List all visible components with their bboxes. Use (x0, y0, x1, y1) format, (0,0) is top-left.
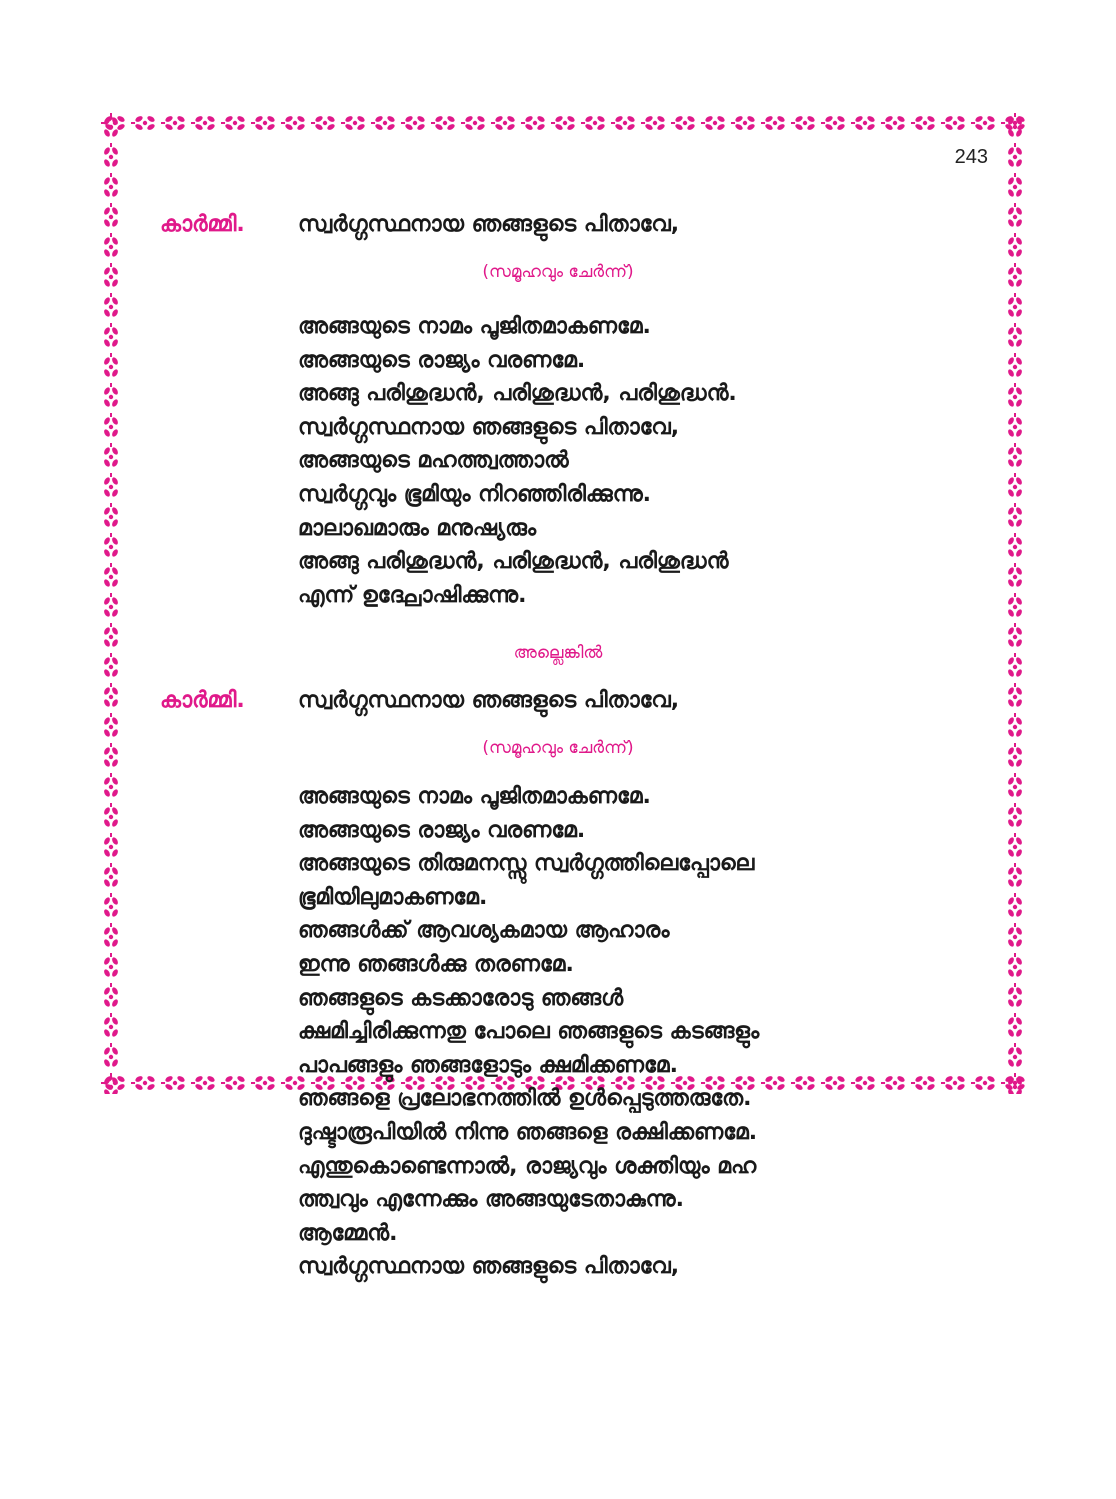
border-flower-icon (103, 1043, 119, 1068)
border-flower-icon (1007, 473, 1023, 498)
border-flower-icon (251, 115, 276, 131)
border-flower-icon (103, 1013, 119, 1038)
prayer-line: അങ്ങയുടെ നാമം പൂജിതമാകണമേ. (298, 314, 651, 339)
page-number: 243 (954, 146, 988, 168)
border-flower-icon (491, 115, 516, 131)
prayer-verse (298, 310, 978, 612)
border-flower-icon (103, 713, 119, 738)
border-flower-icon (103, 563, 119, 588)
border-flower-icon (1007, 443, 1023, 468)
border-flower-icon (431, 115, 456, 131)
prayer-line: ദുഷ്ടാരൂപിയിൽ നിന്നു ഞങ്ങളെ രക്ഷിക്കണമേ. (298, 1119, 758, 1145)
prayer-line: അങ്ങു പരിശുദ്ധൻ, പരിശുദ്ധൻ, പരിശുദ്ധൻ. (298, 381, 737, 407)
border-flower-icon (131, 115, 156, 131)
border-flower-icon (161, 1075, 186, 1091)
prayer-line: അങ്ങു പരിശുദ്ധൻ, പരിശുദ്ധൻ, പരിശുദ്ധൻ (298, 549, 729, 575)
border-flower-icon (103, 323, 119, 348)
border-flower-icon (103, 473, 119, 498)
border-flower-icon (281, 115, 306, 131)
prayer-line: ഞങ്ങളുടെ കടക്കാരോടു ഞങ്ങൾ (298, 985, 624, 1011)
border-flower-icon (221, 115, 246, 131)
border-flower-icon (103, 233, 119, 258)
border-flower-icon (1007, 713, 1023, 738)
border-flower-icon (1007, 803, 1023, 828)
prayer-line: സ്വർഗ്ഗവും ഭൂമിയും നിറഞ്ഞിരിക്കുന്നു. (298, 481, 652, 507)
border-flower-icon (401, 115, 426, 131)
border-flower-icon (941, 115, 966, 131)
border-flower-icon (1007, 683, 1023, 708)
border-flower-icon (103, 533, 119, 558)
border-flower-icon (671, 115, 696, 131)
border-flower-icon (103, 173, 119, 198)
border-flower-icon (1007, 353, 1023, 378)
border-flower-icon (881, 115, 906, 131)
border-flower-icon (1007, 323, 1023, 348)
border-flower-icon (971, 115, 996, 131)
border-flower-icon (1007, 893, 1023, 918)
border-flower-icon (103, 503, 119, 528)
prayer-line: ആമ്മേൻ. (298, 1220, 398, 1246)
border-flower-icon (1007, 503, 1023, 528)
border-flower-icon (1007, 113, 1023, 138)
border-flower-icon (103, 953, 119, 978)
border-flower-icon (103, 413, 119, 438)
border-flower-icon (103, 893, 119, 918)
border-flower-icon (1007, 293, 1023, 318)
border-flower-icon (641, 115, 666, 131)
border-right (1004, 112, 1026, 1094)
border-flower-icon (371, 115, 396, 131)
prayer-line: അങ്ങയുടെ തിരുമനസ്സു സ്വർഗ്ഗത്തിലെപ്പോലെ (298, 851, 755, 877)
prayer-line: ഇന്നു ഞങ്ങൾക്കു തരണമേ. (298, 951, 574, 977)
border-flower-icon (1007, 1043, 1023, 1068)
border-flower-icon (1007, 173, 1023, 198)
border-flower-icon (103, 383, 119, 408)
prayer-line: ത്ത്വവും എന്നേക്കും അങ്ങയുടേതാകുന്നു. (298, 1187, 684, 1213)
border-flower-icon (103, 113, 119, 138)
border-flower-icon (103, 863, 119, 888)
prayer-verse (298, 780, 978, 1284)
border-flower-icon (1007, 203, 1023, 228)
border-flower-icon (341, 115, 366, 131)
border-left (100, 112, 122, 1094)
prayer-line: അങ്ങയുടെ രാജ്യം വരണമേ. (298, 817, 586, 843)
border-flower-icon (103, 803, 119, 828)
border-flower-icon (1007, 833, 1023, 858)
border-flower-icon (761, 115, 786, 131)
speaker-label: കാർമ്മി. (160, 688, 245, 713)
prayer-line: ഞങ്ങളെ പ്രലോഭനത്തിൽ ഉൾപ്പെടുത്തരുതേ. (298, 1086, 752, 1112)
celebrant-line: സ്വർഗ്ഗസ്ഥനായ ഞങ്ങളുടെ പിതാവേ, (298, 212, 680, 237)
border-flower-icon (581, 115, 606, 131)
prayer-line: അങ്ങയുടെ രാജ്യം വരണമേ. (298, 347, 586, 373)
border-flower-icon (911, 115, 936, 131)
border-flower-icon (221, 1075, 246, 1091)
border-flower-icon (103, 293, 119, 318)
border-flower-icon (103, 683, 119, 708)
border-flower-icon (1007, 1073, 1023, 1094)
border-flower-icon (521, 115, 546, 131)
prayer-line: മാലാഖമാരും മനുഷ്യരും (298, 515, 537, 541)
border-flower-icon (103, 983, 119, 1008)
border-flower-icon (461, 115, 486, 131)
prayer-line: ക്ഷമിച്ചിരിക്കുന്നതു പോലെ ഞങ്ങളുടെ കടങ്ങളും (298, 1019, 760, 1045)
border-flower-icon (821, 115, 846, 131)
border-flower-icon (1007, 233, 1023, 258)
border-flower-icon (851, 115, 876, 131)
prayer-line: എന്തുകൊണ്ടെന്നാൽ, രാജ്യവും ശക്തിയും മഹ (298, 1153, 757, 1179)
border-flower-icon (191, 1075, 216, 1091)
alternative-rubric: അല്ലെങ്കിൽ (513, 643, 603, 663)
prayer-line: അങ്ങയുടെ നാമം പൂജിതമാകണമേ. (298, 784, 651, 809)
border-flower-icon (1007, 563, 1023, 588)
border-flower-icon (1007, 593, 1023, 618)
border-flower-icon (1007, 533, 1023, 558)
rubric: (സമൂഹവും ചേർന്ന്) (482, 738, 634, 758)
border-flower-icon (103, 923, 119, 948)
prayer-line: അങ്ങയുടെ മഹത്ത്വത്താൽ (298, 448, 569, 474)
border-flower-icon (103, 773, 119, 798)
prayer-line: എന്ന് ഉദ്ഘോഷിക്കുന്നു. (298, 582, 527, 608)
border-flower-icon (131, 1075, 156, 1091)
border-flower-icon (1007, 383, 1023, 408)
border-flower-icon (311, 115, 336, 131)
border-flower-icon (791, 115, 816, 131)
celebrant-line: സ്വർഗ്ഗസ്ഥനായ ഞങ്ങളുടെ പിതാവേ, (298, 688, 680, 713)
prayer-line: സ്വർഗ്ഗസ്ഥനായ ഞങ്ങളുടെ പിതാവേ, (298, 1254, 680, 1280)
prayer-line: ഞങ്ങൾക്ക് ആവശ്യകമായ ആഹാരം (298, 918, 670, 944)
speaker-label: കാർമ്മി. (160, 212, 245, 237)
border-flower-icon (161, 115, 186, 131)
border-flower-icon (1007, 413, 1023, 438)
border-flower-icon (191, 115, 216, 131)
border-flower-icon (103, 443, 119, 468)
border-top (100, 112, 1026, 134)
rubric: (സമൂഹവും ചേർന്ന്) (482, 262, 634, 282)
border-flower-icon (1007, 863, 1023, 888)
border-flower-icon (1007, 773, 1023, 798)
border-flower-icon (731, 115, 756, 131)
border-flower-icon (611, 115, 636, 131)
prayer-line: സ്വർഗ്ഗസ്ഥനായ ഞങ്ങളുടെ പിതാവേ, (298, 414, 680, 440)
border-flower-icon (103, 833, 119, 858)
border-flower-icon (103, 203, 119, 228)
border-flower-icon (701, 115, 726, 131)
border-flower-icon (1007, 143, 1023, 168)
prayer-line: ഭൂമിയിലുമാകണമേ. (298, 884, 488, 910)
border-flower-icon (103, 353, 119, 378)
border-flower-icon (251, 1075, 276, 1091)
border-flower-icon (103, 1073, 119, 1094)
prayer-line: പാപങ്ങളും ഞങ്ങളോടും ക്ഷമിക്കണമേ. (298, 1052, 678, 1078)
border-flower-icon (1007, 983, 1023, 1008)
border-flower-icon (1007, 1013, 1023, 1038)
border-flower-icon (1007, 923, 1023, 948)
border-flower-icon (1007, 953, 1023, 978)
border-flower-icon (103, 143, 119, 168)
border-flower-icon (103, 593, 119, 618)
border-flower-icon (551, 115, 576, 131)
